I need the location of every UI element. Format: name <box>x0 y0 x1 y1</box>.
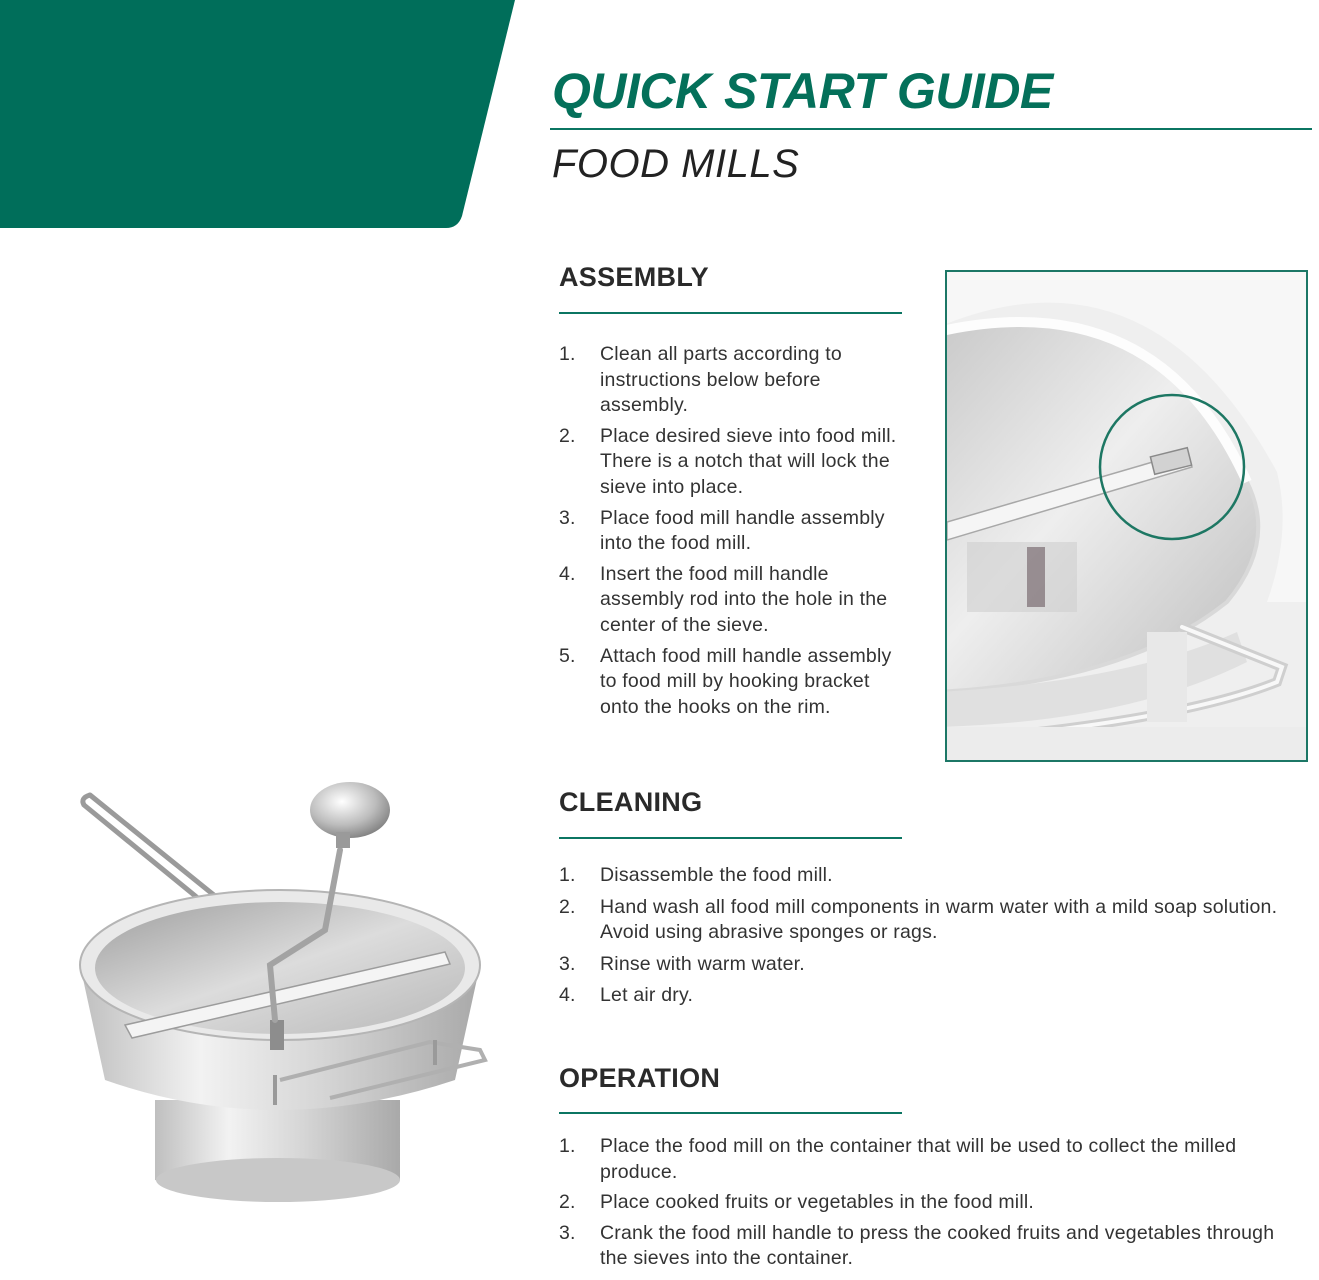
list-item: 3. Rinse with warm water. <box>559 952 805 975</box>
cleaning-steps <box>559 863 1299 1015</box>
list-item: 4. Let air dry. <box>559 984 694 1007</box>
operation-divider <box>559 1112 902 1114</box>
operation-heading: OPERATION <box>559 1063 721 1093</box>
page-subtitle: FOOD MILLS <box>552 142 800 186</box>
operation-steps <box>559 1134 1299 1277</box>
list-item: 5. Attach food mill handle assembly to food mill by hooking bracket onto the hooks on the rim. <box>559 644 892 718</box>
assembly-divider <box>559 312 902 314</box>
list-item: 4. Insert the food mill handle assembly rod into the hole in the center of the sieve. <box>559 562 888 636</box>
list-item: 3. Place food mill handle assembly into the food mill. <box>559 506 885 555</box>
food-mill-product-image <box>70 780 490 1220</box>
cleaning-heading: CLEANING <box>559 787 703 817</box>
list-item: 1. Disassemble the food mill. <box>559 864 833 886</box>
list-item: 1. Clean all parts according to instructions below before assembly. <box>559 343 842 417</box>
assembly-heading: ASSEMBLY <box>559 262 709 292</box>
page-title: QUICK START GUIDE <box>552 63 1053 119</box>
assembly-steps <box>559 342 899 725</box>
cleaning-divider <box>559 837 902 839</box>
header-banner <box>0 0 540 228</box>
list-item: 2. Hand wash all food mill components in warm water with a mild soap solution. Avoid using abrasive sponges or rags. <box>559 895 1278 944</box>
list-item: 2. Place cooked fruits or vegetables in the food mill. <box>559 1191 1035 1214</box>
sieve-notch-closeup-image <box>945 270 1308 762</box>
list-item: 3. Crank the food mill handle to press the cooked fruits and vegetables through the sieves into the container. <box>559 1221 1275 1270</box>
list-item: 2. Place desired sieve into food mill. There is a notch that will lock the sieve into place. <box>559 424 897 498</box>
list-item: 1. Place the food mill on the container that will be used to collect the milled produce. <box>559 1135 1237 1183</box>
title-divider <box>550 128 1312 130</box>
